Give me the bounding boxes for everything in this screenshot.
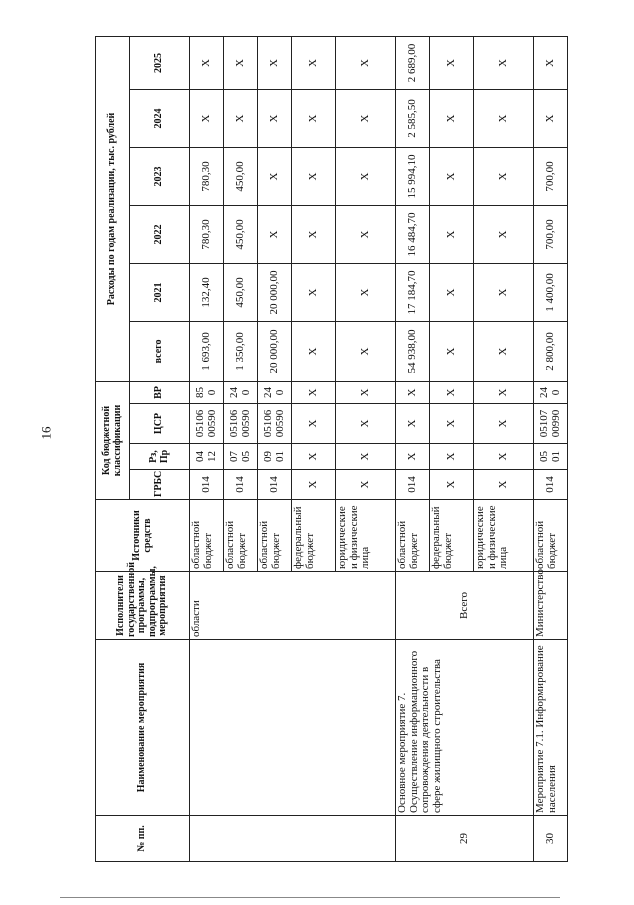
cell-source: федеральный бюджет	[430, 500, 474, 572]
table-row	[396, 36, 430, 861]
header-expenses-group: Расходы по годам реализации, тыс. рублей	[96, 36, 130, 381]
cell-rzpr: X	[396, 444, 430, 470]
cell-rzpr: 09 01	[258, 444, 292, 470]
header-csr: ЦСР	[130, 404, 190, 444]
header-name: Наименование мероприятия	[96, 640, 190, 816]
cell-grbs: X	[474, 470, 534, 500]
cell-y2025: 2 689,00	[396, 36, 430, 89]
cell-y2025: X	[258, 36, 292, 89]
cell-source: областной бюджет	[534, 500, 568, 572]
cell-total: 2 800,00	[534, 321, 568, 381]
cell-y2025: X	[190, 36, 224, 89]
cell-rzpr: X	[292, 444, 336, 470]
cell-y2021: 20 000,00	[258, 263, 292, 321]
cell-vr: 24 0	[258, 381, 292, 403]
cell-y2023: X	[258, 147, 292, 205]
cell-y2022: X	[474, 205, 534, 263]
cell-y2021: X	[430, 263, 474, 321]
cell-y2023: X	[336, 147, 396, 205]
row30-executor: Министерство	[534, 572, 568, 640]
cell-y2021: 132,40	[190, 263, 224, 321]
cell-rzpr: 05 01	[534, 444, 568, 470]
cell-y2024: X	[336, 89, 396, 147]
cell-y2025: X	[336, 36, 396, 89]
cell-csr: X	[430, 404, 474, 444]
table-row	[534, 36, 568, 861]
cell-vr: X	[336, 381, 396, 403]
table-row	[190, 36, 224, 861]
cell-y2022: 16 484,70	[396, 205, 430, 263]
row-name-empty	[190, 640, 396, 816]
header-grbs: ГРБС	[130, 470, 190, 500]
cell-source: областной бюджет	[258, 500, 292, 572]
cell-y2022: X	[430, 205, 474, 263]
cell-y2024: X	[224, 89, 258, 147]
cell-y2024: X	[258, 89, 292, 147]
row29-executor: Всего	[396, 572, 534, 640]
cell-total: 1 350,00	[224, 321, 258, 381]
cell-y2025: X	[474, 36, 534, 89]
cell-y2022: X	[258, 205, 292, 263]
cell-y2024: X	[190, 89, 224, 147]
cell-source: юридические и физические лица	[336, 500, 396, 572]
row29-num: 29	[396, 816, 534, 862]
cell-y2021: X	[474, 263, 534, 321]
header-total: всего	[130, 321, 190, 381]
cell-total: 20 000,00	[258, 321, 292, 381]
cell-total: 1 693,00	[190, 321, 224, 381]
header-executor: Исполнители государственной программы, подпрограммы, мероприятия	[96, 572, 190, 640]
cell-y2023: 450,00	[224, 147, 258, 205]
cell-source: областной бюджет	[224, 500, 258, 572]
cell-y2025: X	[292, 36, 336, 89]
cell-vr: 24 0	[224, 381, 258, 403]
cell-grbs: 014	[258, 470, 292, 500]
cell-csr: X	[474, 404, 534, 444]
cell-y2025: X	[534, 36, 568, 89]
row-num-empty	[190, 816, 396, 862]
header-2025: 2025	[130, 36, 190, 89]
header-2021: 2021	[130, 263, 190, 321]
header-rzpr: Рз, Пр	[130, 444, 190, 470]
cell-csr: 05106 00590	[258, 404, 292, 444]
header-kbk-group: Код бюджетной классификации	[96, 381, 130, 499]
cell-y2024: X	[474, 89, 534, 147]
cell-rzpr: X	[430, 444, 474, 470]
row30-num: 30	[534, 816, 568, 862]
cell-total: X	[336, 321, 396, 381]
cell-vr: 85 0	[190, 381, 224, 403]
cell-y2024: X	[430, 89, 474, 147]
cell-rzpr: X	[474, 444, 534, 470]
cell-grbs: X	[336, 470, 396, 500]
cell-source: областной бюджет	[396, 500, 430, 572]
cell-rzpr: 04 12	[190, 444, 224, 470]
cell-total: X	[292, 321, 336, 381]
header-2023: 2023	[130, 147, 190, 205]
cell-grbs: 014	[534, 470, 568, 500]
header-2024: 2024	[130, 89, 190, 147]
cell-grbs: 014	[224, 470, 258, 500]
cell-y2025: X	[430, 36, 474, 89]
cell-csr: 05106 00590	[224, 404, 258, 444]
cell-vr: X	[474, 381, 534, 403]
cell-grbs: 014	[396, 470, 430, 500]
table-body	[190, 36, 568, 861]
cell-y2022: X	[336, 205, 396, 263]
header-num: № пп.	[96, 816, 190, 862]
cell-y2023: X	[474, 147, 534, 205]
cell-y2023: 700,00	[534, 147, 568, 205]
cell-total: X	[430, 321, 474, 381]
cell-csr: X	[396, 404, 430, 444]
cell-total: 54 938,00	[396, 321, 430, 381]
cell-y2021: 450,00	[224, 263, 258, 321]
header-source: Источники средств	[96, 500, 190, 572]
budget-table	[95, 36, 568, 862]
cell-source: областной бюджет	[190, 500, 224, 572]
cell-y2023: X	[430, 147, 474, 205]
row29-name: Основное мероприятие 7. Осуществление информационного сопровождения деятельности в сфере жилищного строительства	[396, 640, 534, 816]
cell-total: X	[474, 321, 534, 381]
cell-y2024: 2 585,50	[396, 89, 430, 147]
cell-y2021: 1 400,00	[534, 263, 568, 321]
cell-rzpr: X	[336, 444, 396, 470]
cell-y2022: X	[292, 205, 336, 263]
cell-grbs: 014	[190, 470, 224, 500]
cell-vr: X	[292, 381, 336, 403]
cell-csr: X	[336, 404, 396, 444]
cell-vr: 24 0	[534, 381, 568, 403]
cell-source: федеральный бюджет	[292, 500, 336, 572]
cell-y2021: X	[292, 263, 336, 321]
header-vr: ВР	[130, 381, 190, 403]
cell-y2022: 780,30	[190, 205, 224, 263]
executor-cell: области	[190, 572, 396, 640]
cell-y2023: 15 994,10	[396, 147, 430, 205]
cell-rzpr: 07 05	[224, 444, 258, 470]
header-2022: 2022	[130, 205, 190, 263]
cell-y2023: 780,30	[190, 147, 224, 205]
cell-csr: 05106 00590	[190, 404, 224, 444]
cell-y2024: X	[292, 89, 336, 147]
cell-y2021: 17 184,70	[396, 263, 430, 321]
cell-vr: X	[396, 381, 430, 403]
cell-csr: X	[292, 404, 336, 444]
page-bottom-rule	[60, 897, 560, 898]
page-number: 16	[38, 426, 54, 440]
row30-name: Мероприятие 7.1. Информирование населения	[534, 640, 568, 816]
rotated-table-wrapper	[95, 37, 620, 862]
cell-grbs: X	[430, 470, 474, 500]
cell-y2023: X	[292, 147, 336, 205]
cell-y2022: 700,00	[534, 205, 568, 263]
cell-y2021: X	[336, 263, 396, 321]
cell-csr: 05107 00990	[534, 404, 568, 444]
cell-y2022: 450,00	[224, 205, 258, 263]
cell-grbs: X	[292, 470, 336, 500]
cell-y2025: X	[224, 36, 258, 89]
cell-vr: X	[430, 381, 474, 403]
cell-y2024: X	[534, 89, 568, 147]
cell-source: юридические и физические лица	[474, 500, 534, 572]
